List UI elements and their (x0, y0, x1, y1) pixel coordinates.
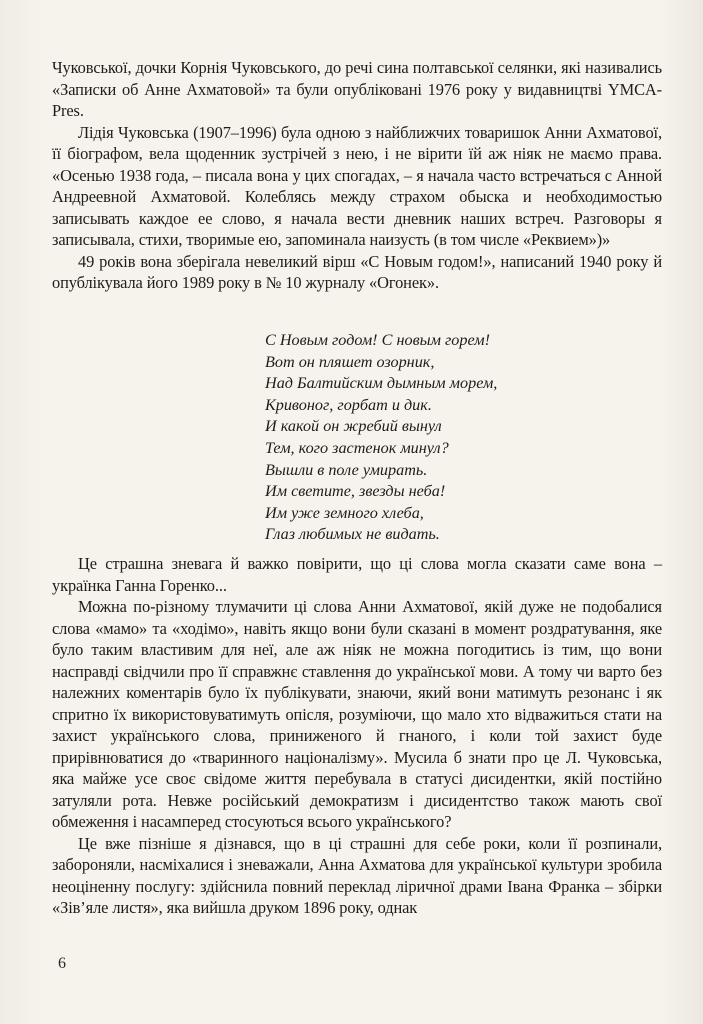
poem-line-6: Тем, кого застенок минул? (265, 438, 449, 457)
paragraph-top-1: Чуковської, дочки Корнія Чуковського, до речі сина полтавської селянки, які називались «Записки об Анне Ахматовой» та були опубліковані 1976 року у видавництві YMCA-Pres. (52, 58, 662, 120)
text-block-bottom (52, 553, 662, 919)
poem-line-8: Им светите, звезды неба! (265, 482, 446, 501)
poem-line-9: Им уже земного хлеба, (265, 503, 424, 522)
paragraph-bottom-3: Це вже пізніше я дізнався, що в ці страшні для себе роки, коли її розпинали, забороняли, насміхалися і зневажали, Анна Ахматова для української культури зробила неоціненну послугу: здійснила повний переклад ліричної драми Івана Франка – збірки «Зів’яле листя», яка вийшла друком 1896 року, однак (52, 833, 662, 917)
text-block-top (52, 57, 662, 294)
page-number: 6 (58, 955, 66, 972)
poem-line-10: Глаз любимых не видать. (265, 525, 440, 544)
poem-line-4: Кривоног, горбат и дик. (265, 395, 432, 414)
poem-line-2: Вот он пляшет озорник, (265, 352, 435, 371)
poem (265, 330, 497, 546)
paragraph-bottom-2: Можна по-різному тлумачити ці слова Анни Ахматової, якій дуже не подобалися слова «мамо» та «ходімо», навіть якщо вони були сказані в момент роздратування, яке було таким властивим для неї, але аж ніяк не можна погодитись із тим, що вони насправді свідчили про її справжнє ставлення до української мови. А тому чи варто без належних коментарів було їх публікувати, знаючи, який вони матимуть резонанс і як спритно їх використовуватимуть опісля, розуміючи, що мало хто відважиться стати на захист українського слова, приниженого й гнаного, і коли той захист буде прирівнюватися до «тваринного націоналізму». Мусила б знати про це Л. Чуковська, яка майже усе своє свідоме життя перебувала в статусі дисидентки, якій постійно затуляли рота. Невже російський демократизм і дисидентство також мають свої обмеження і насамперед стосуються всього українського? (52, 597, 662, 831)
paragraph-bottom-1: Це страшна зневага й важко повірити, що ці слова могла сказати саме вона – українка Ганна Горенко... (52, 554, 662, 595)
poem-line-3: Над Балтийским дымным морем, (265, 374, 498, 393)
paragraph-top-3: 49 років вона зберігала невеликий вірш «С Новым годом!», написаний 1940 року й опублікувала його 1989 року в № 10 журналу «Огонек». (52, 251, 662, 292)
poem-line-7: Вышли в поле умирать. (265, 460, 428, 479)
paragraph-top-2: Лідія Чуковська (1907–1996) була одною з найближчих товаришок Анни Ахматової, її біографом, вела щоденник зустрічей з нею, і не вірити їй аж ніяк не маємо права. «Осенью 1938 года, – писала вона у цих спогадах, – я начала часто встречаться с Анной Андреевной Ахматовой. Колеблясь между страхом обыска и необходимостью записывать каждое ее слово, я начала вести дневник наших встреч. Разговоры я записывала, стихи, творимые ею, запоминала наизусть (в том числе «Реквием»)» (52, 122, 662, 249)
poem-line-5: И какой он жребий вынул (265, 417, 442, 436)
poem-line-1: С Новым годом! С новым горем! (265, 331, 490, 349)
